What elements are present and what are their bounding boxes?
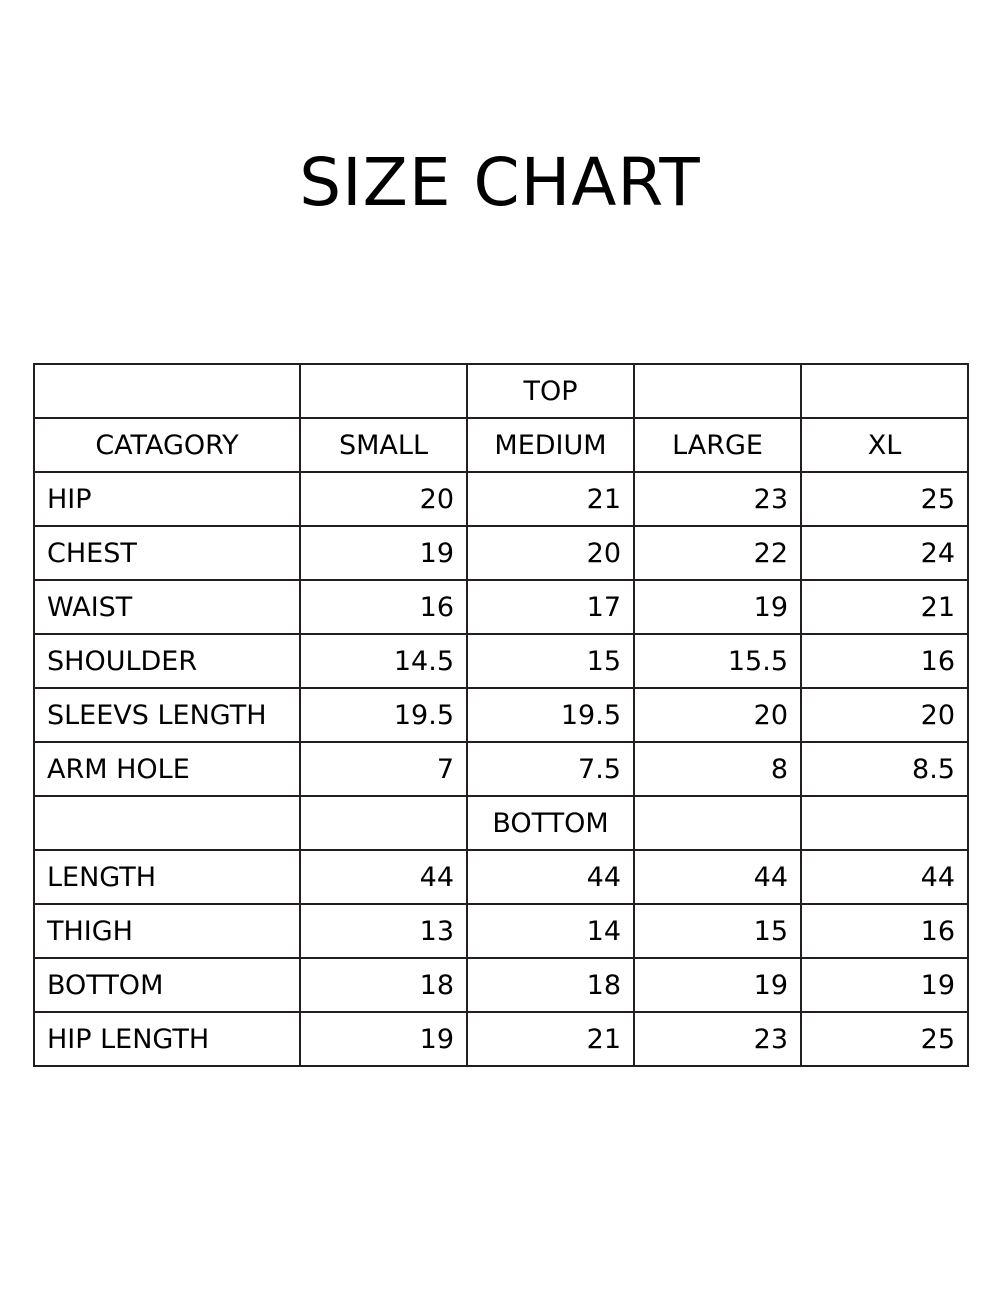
table-row-section-bottom bbox=[34, 796, 968, 850]
cell-arm-hole-large: 8 bbox=[634, 742, 801, 796]
size-chart-table bbox=[33, 363, 969, 1067]
blank-cell bbox=[34, 796, 300, 850]
cell-chest-medium: 20 bbox=[467, 526, 634, 580]
cell-bottom-small: 18 bbox=[300, 958, 467, 1012]
cell-waist-small: 16 bbox=[300, 580, 467, 634]
table-row bbox=[34, 472, 968, 526]
table-row bbox=[34, 526, 968, 580]
size-chart-table-wrap bbox=[33, 363, 967, 1067]
row-label-hip-length: HIP LENGTH bbox=[34, 1012, 300, 1066]
cell-chest-small: 19 bbox=[300, 526, 467, 580]
cell-waist-large: 19 bbox=[634, 580, 801, 634]
section-title-top: TOP bbox=[467, 364, 634, 418]
cell-shoulder-large: 15.5 bbox=[634, 634, 801, 688]
cell-hip-small: 20 bbox=[300, 472, 467, 526]
section-title-bottom: BOTTOM bbox=[467, 796, 634, 850]
row-label-bottom: BOTTOM bbox=[34, 958, 300, 1012]
table-row bbox=[34, 904, 968, 958]
cell-length-large: 44 bbox=[634, 850, 801, 904]
cell-sleevs-length-xl: 20 bbox=[801, 688, 968, 742]
table-row-section-top bbox=[34, 364, 968, 418]
cell-bottom-large: 19 bbox=[634, 958, 801, 1012]
blank-cell bbox=[34, 364, 300, 418]
cell-hip-length-xl: 25 bbox=[801, 1012, 968, 1066]
table-row bbox=[34, 634, 968, 688]
row-label-shoulder: SHOULDER bbox=[34, 634, 300, 688]
row-label-length: LENGTH bbox=[34, 850, 300, 904]
blank-cell bbox=[801, 364, 968, 418]
column-header-xl: XL bbox=[801, 418, 968, 472]
row-label-hip: HIP bbox=[34, 472, 300, 526]
cell-thigh-xl: 16 bbox=[801, 904, 968, 958]
cell-waist-medium: 17 bbox=[467, 580, 634, 634]
table-row bbox=[34, 742, 968, 796]
cell-hip-length-large: 23 bbox=[634, 1012, 801, 1066]
table-row bbox=[34, 958, 968, 1012]
cell-shoulder-xl: 16 bbox=[801, 634, 968, 688]
cell-sleevs-length-medium: 19.5 bbox=[467, 688, 634, 742]
row-label-thigh: THIGH bbox=[34, 904, 300, 958]
cell-hip-medium: 21 bbox=[467, 472, 634, 526]
blank-cell bbox=[801, 796, 968, 850]
row-label-waist: WAIST bbox=[34, 580, 300, 634]
row-label-chest: CHEST bbox=[34, 526, 300, 580]
cell-arm-hole-medium: 7.5 bbox=[467, 742, 634, 796]
column-header-large: LARGE bbox=[634, 418, 801, 472]
cell-waist-xl: 21 bbox=[801, 580, 968, 634]
cell-arm-hole-xl: 8.5 bbox=[801, 742, 968, 796]
table-row bbox=[34, 688, 968, 742]
cell-hip-length-medium: 21 bbox=[467, 1012, 634, 1066]
column-header-catagory: CATAGORY bbox=[34, 418, 300, 472]
table-row bbox=[34, 580, 968, 634]
cell-length-small: 44 bbox=[300, 850, 467, 904]
table-row-header bbox=[34, 418, 968, 472]
blank-cell bbox=[634, 796, 801, 850]
cell-arm-hole-small: 7 bbox=[300, 742, 467, 796]
row-label-arm-hole: ARM HOLE bbox=[34, 742, 300, 796]
cell-chest-xl: 24 bbox=[801, 526, 968, 580]
cell-chest-large: 22 bbox=[634, 526, 801, 580]
column-header-medium: MEDIUM bbox=[467, 418, 634, 472]
table-row bbox=[34, 1012, 968, 1066]
row-label-sleevs-length: SLEEVS LENGTH bbox=[34, 688, 300, 742]
cell-length-xl: 44 bbox=[801, 850, 968, 904]
cell-bottom-medium: 18 bbox=[467, 958, 634, 1012]
cell-shoulder-small: 14.5 bbox=[300, 634, 467, 688]
table-row bbox=[34, 850, 968, 904]
cell-hip-length-small: 19 bbox=[300, 1012, 467, 1066]
cell-hip-xl: 25 bbox=[801, 472, 968, 526]
cell-sleevs-length-large: 20 bbox=[634, 688, 801, 742]
cell-length-medium: 44 bbox=[467, 850, 634, 904]
blank-cell bbox=[300, 364, 467, 418]
column-header-small: SMALL bbox=[300, 418, 467, 472]
cell-bottom-xl: 19 bbox=[801, 958, 968, 1012]
cell-thigh-medium: 14 bbox=[467, 904, 634, 958]
cell-hip-large: 23 bbox=[634, 472, 801, 526]
blank-cell bbox=[634, 364, 801, 418]
page-title: SIZE CHART bbox=[299, 144, 701, 221]
cell-sleevs-length-small: 19.5 bbox=[300, 688, 467, 742]
cell-shoulder-medium: 15 bbox=[467, 634, 634, 688]
blank-cell bbox=[300, 796, 467, 850]
cell-thigh-small: 13 bbox=[300, 904, 467, 958]
cell-thigh-large: 15 bbox=[634, 904, 801, 958]
